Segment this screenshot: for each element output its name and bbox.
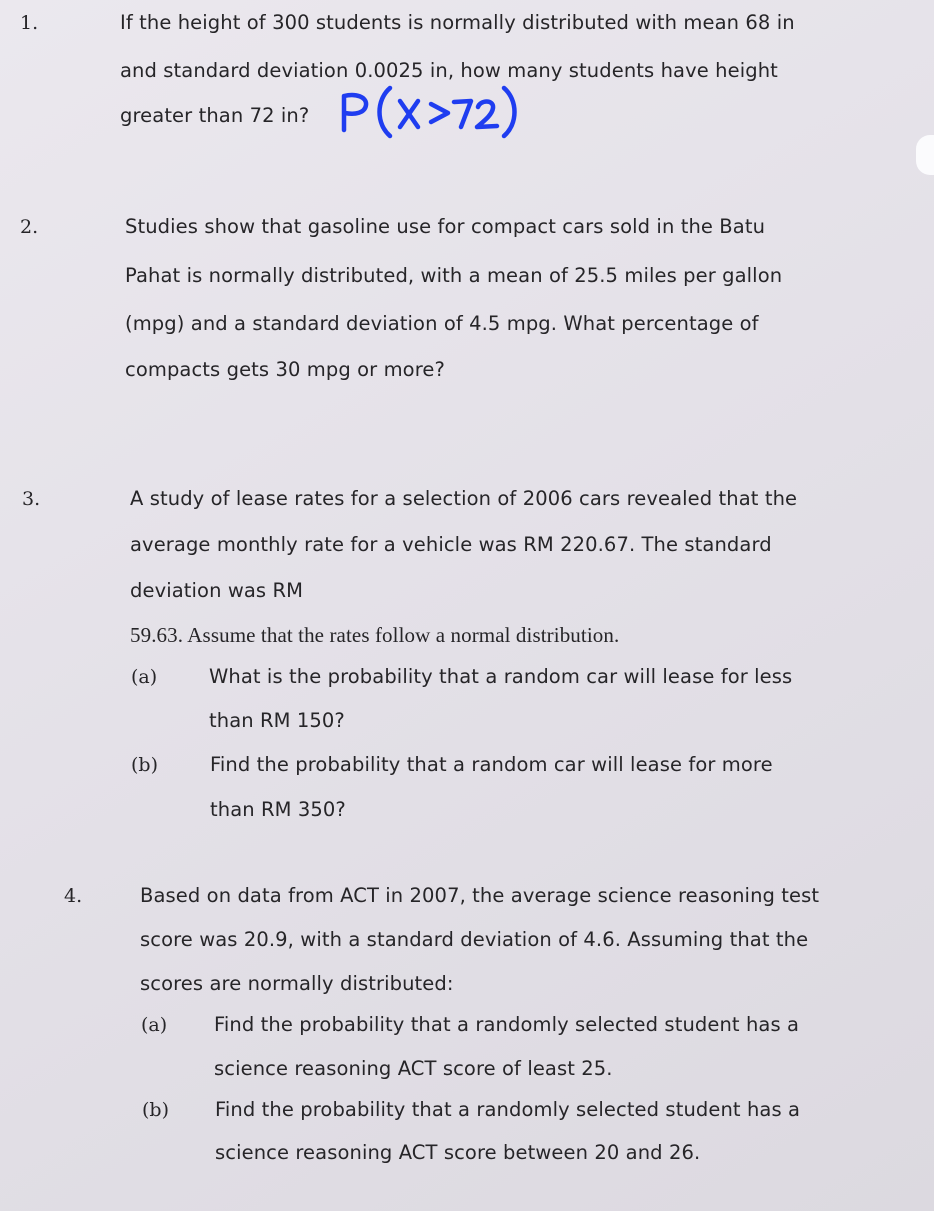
part-text-line: Find the probability that a random car will lease for more [210,753,773,776]
part-text-line: Find the probability that a randomly selected student has a [215,1098,801,1121]
question-text-line: Pahat is normally distributed, with a mean of 25.5 miles per gallon [125,264,783,287]
part-text-line: than RM 350? [210,798,346,821]
handwritten-note-text [528,84,529,85]
part-label: (a) [131,666,158,688]
question-text-line: scores are normally distributed: [140,972,454,995]
part-text-line: Find the probability that a randomly selected student has a [214,1013,800,1036]
question-text-line: score was 20.9, with a standard deviation of 4.6. Assuming that the [140,928,809,951]
part-text-line: science reasoning ACT score of least 25. [214,1057,613,1080]
question-text-line: (mpg) and a standard deviation of 4.5 mpg. What percentage of [125,312,759,335]
part-text-line: What is the probability that a random car will lease for less [209,665,793,688]
question-text-line: 59.63. Assume that the rates follow a normal distribution. [130,623,620,647]
question-text-line: A study of lease rates for a selection of 2006 cars revealed that the [130,487,798,510]
question-text-line: average monthly rate for a vehicle was RM 220.67. The standard [130,533,772,556]
part-label: (a) [141,1014,168,1036]
question-text-line: Studies show that gasoline use for compact cars sold in the Batu [125,215,766,238]
question-text-line: compacts gets 30 mpg or more? [125,358,445,381]
question-number: 3. [22,488,41,510]
handwritten-note-drawing [338,84,528,140]
part-text-line: science reasoning ACT score between 20 and 26. [215,1141,701,1164]
part-label: (b) [142,1099,169,1121]
question-number: 4. [64,885,83,907]
part-text-line: than RM 150? [209,709,345,732]
question-text-line: and standard deviation 0.0025 in, how many students have height [120,59,778,82]
question-number: 2. [20,216,39,238]
question-text-line: Based on data from ACT in 2007, the average science reasoning test [140,884,820,907]
question-text-line: If the height of 300 students is normally distributed with mean 68 in [120,11,795,34]
part-label: (b) [131,754,158,776]
question-text-line: greater than 72 in? [120,104,310,127]
light-glare [916,135,934,175]
handwritten-note [338,84,528,144]
question-number: 1. [20,12,39,34]
question-text-line: deviation was RM [130,579,304,602]
